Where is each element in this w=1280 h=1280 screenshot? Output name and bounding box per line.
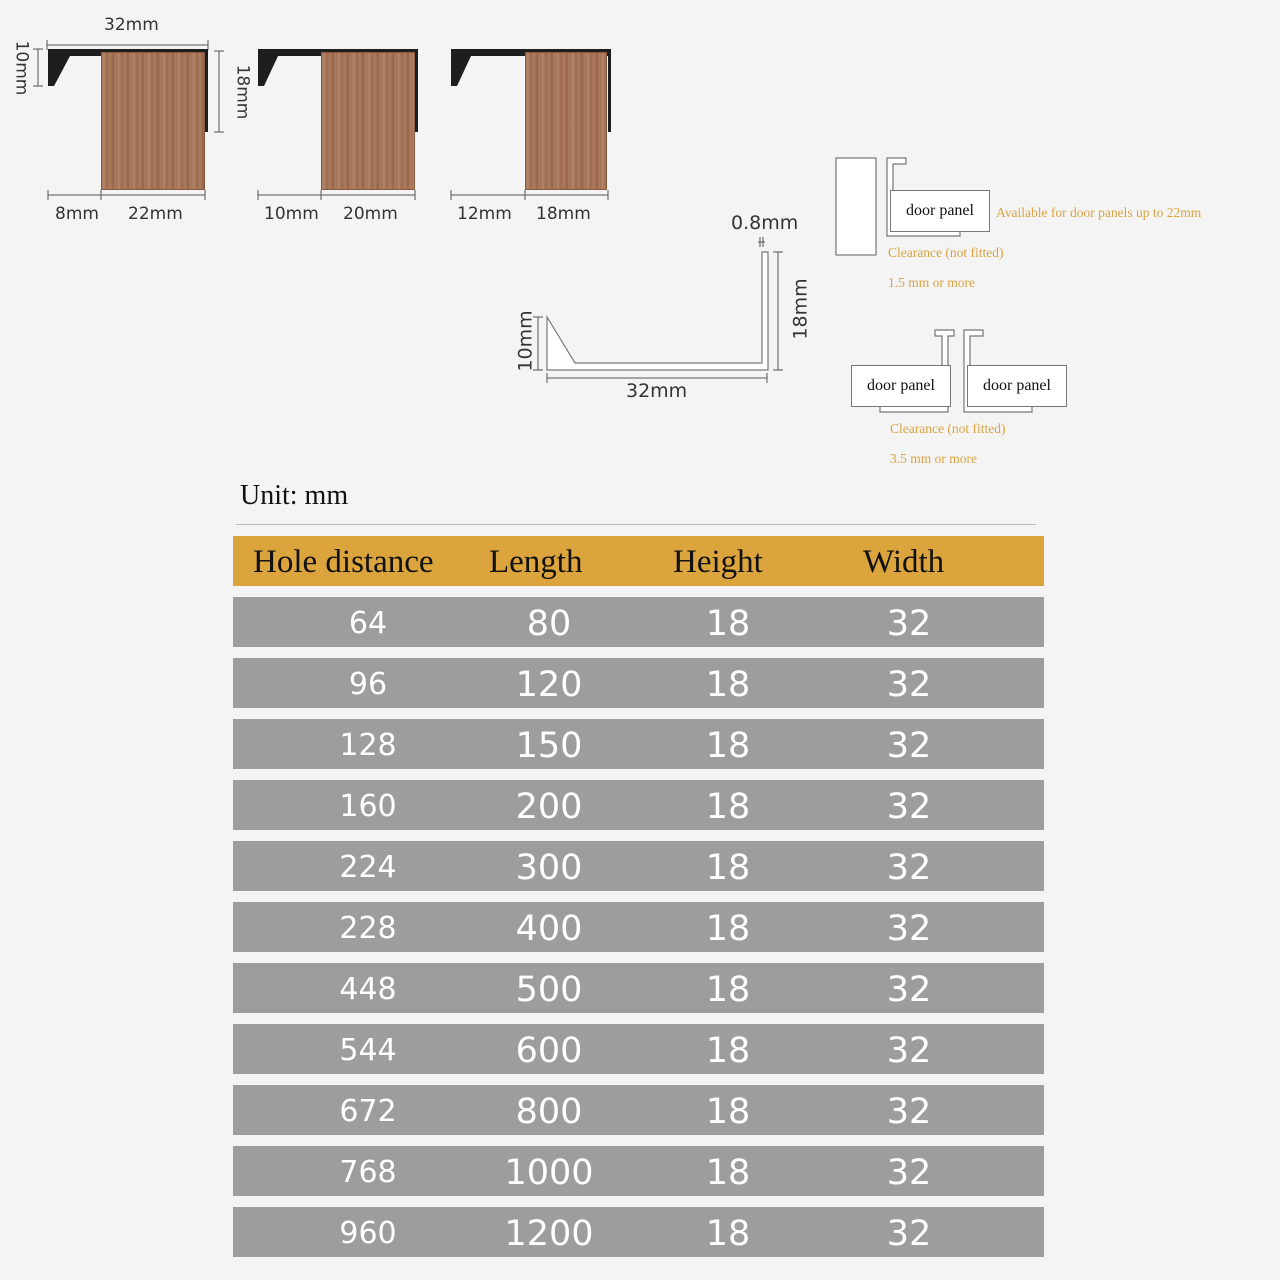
table-row (233, 1207, 1044, 1257)
cell-length: 1200 (504, 1214, 594, 1254)
height-dimension-label: 18mm (232, 64, 253, 120)
thickness-label: 0.8mm (731, 212, 799, 234)
cell-hole-distance: 64 (348, 606, 388, 641)
cell-length: 400 (515, 909, 583, 949)
clearance-value: 1.5 mm or more (888, 275, 975, 290)
availability-note: Available for door panels up to 22mm (996, 205, 1202, 220)
table-row (233, 963, 1044, 1013)
header-length: Length (489, 544, 583, 580)
cell-height: 18 (705, 1031, 751, 1071)
cell-length: 300 (515, 848, 583, 888)
cell-width: 32 (886, 909, 932, 949)
cell-height: 18 (705, 604, 751, 644)
table-row (233, 719, 1044, 769)
cell-width: 32 (886, 787, 932, 827)
cell-hole-distance: 672 (339, 1094, 397, 1129)
cell-width: 32 (886, 665, 932, 705)
cross-section-drawing (500, 220, 820, 400)
table-row (233, 841, 1044, 891)
unit-divider (236, 524, 1036, 525)
cell-width: 32 (886, 726, 932, 766)
table-row (233, 902, 1044, 952)
cell-width: 32 (886, 970, 932, 1010)
panel-dimension-label: 18mm (536, 204, 591, 224)
cell-width: 32 (886, 1031, 932, 1071)
clearance-note: Clearance (not fitted) (890, 421, 1006, 436)
clearance-note: Clearance (not fitted) (888, 245, 1004, 260)
lip-dimension-label: 10mm (11, 40, 32, 96)
gap-dimension-label: 8mm (55, 204, 99, 224)
unit-label: Unit: mm (240, 480, 349, 511)
width-dimension-label: 32mm (104, 15, 159, 35)
cell-height: 18 (705, 909, 751, 949)
clearance-value: 3.5 mm or more (890, 451, 977, 466)
cell-height: 18 (705, 726, 751, 766)
cell-width: 32 (886, 1092, 932, 1132)
cell-length: 200 (515, 787, 583, 827)
cell-hole-distance: 960 (339, 1216, 397, 1251)
gap-dimension-label: 10mm (264, 204, 319, 224)
door-panel-left: door panel (851, 365, 951, 407)
wood-panel-3 (525, 52, 607, 190)
wood-panel-2 (321, 52, 415, 190)
cell-height: 18 (705, 665, 751, 705)
table-header (233, 536, 1044, 586)
gap-dimension-label: 12mm (457, 204, 512, 224)
cell-hole-distance: 448 (339, 972, 397, 1007)
door-panel-box: door panel (890, 190, 990, 232)
cell-width: 32 (886, 848, 932, 888)
table-row (233, 1024, 1044, 1074)
lip-label: 10mm (514, 310, 537, 372)
wood-panel-1 (101, 52, 205, 190)
cell-height: 18 (705, 1214, 751, 1254)
cell-length: 800 (515, 1092, 583, 1132)
cell-length: 500 (515, 970, 583, 1010)
cell-length: 600 (515, 1031, 583, 1071)
table-row (233, 597, 1044, 647)
cell-height: 18 (705, 970, 751, 1010)
cell-height: 18 (705, 1092, 751, 1132)
door-panel-right: door panel (967, 365, 1067, 407)
cell-width: 32 (886, 1153, 932, 1193)
table-row (233, 1146, 1044, 1196)
cell-height: 18 (705, 848, 751, 888)
cell-hole-distance: 228 (339, 911, 397, 946)
cell-hole-distance: 128 (339, 728, 397, 763)
cell-hole-distance: 96 (348, 667, 388, 702)
cell-height: 18 (705, 787, 751, 827)
table-row (233, 1085, 1044, 1135)
cell-length: 1000 (504, 1153, 594, 1193)
table-row (233, 780, 1044, 830)
cell-height: 18 (705, 1153, 751, 1193)
cell-length: 150 (515, 726, 583, 766)
cell-length: 120 (515, 665, 583, 705)
width-label: 32mm (626, 380, 688, 402)
cell-hole-distance: 160 (339, 789, 397, 824)
header-height: Height (673, 544, 763, 580)
cell-width: 32 (886, 604, 932, 644)
panel-dimension-label: 20mm (343, 204, 398, 224)
cell-hole-distance: 224 (339, 850, 397, 885)
header-width: Width (863, 544, 945, 580)
cell-hole-distance: 544 (339, 1033, 397, 1068)
table-row (233, 658, 1044, 708)
header-hole-distance: Hole distance (253, 544, 434, 580)
cell-hole-distance: 768 (339, 1155, 397, 1190)
cell-length: 80 (526, 604, 572, 644)
panel-dimension-label: 22mm (128, 204, 183, 224)
cell-width: 32 (886, 1214, 932, 1254)
height-label: 18mm (789, 278, 812, 340)
